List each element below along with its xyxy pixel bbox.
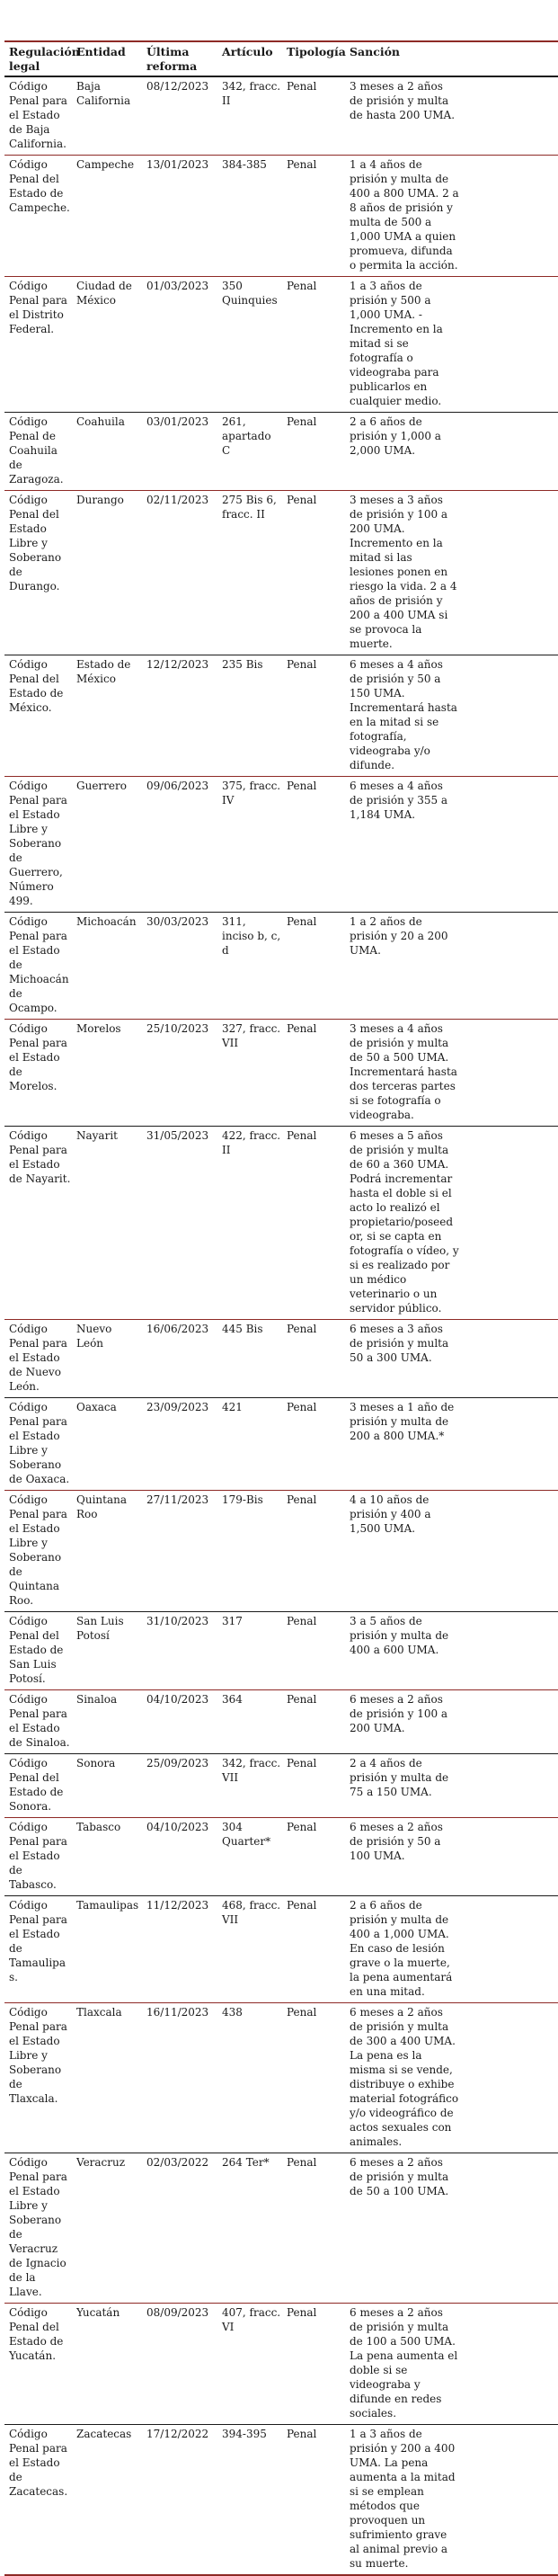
cell-regulacion-legal: Código Penal del Estado de México.	[9, 658, 64, 714]
cell-tipologia: Penal	[287, 1693, 317, 1706]
cell-entidad: Morelos	[76, 1022, 121, 1035]
cell-articulo: 261, apartado C	[222, 415, 271, 457]
cell-ultima-reforma: 30/03/2023	[146, 915, 209, 928]
header-row	[4, 41, 558, 76]
cell-articulo: 235 Bis	[222, 658, 263, 671]
cell-articulo: 468, fracc. VII	[222, 1899, 281, 1926]
cell-tipologia: Penal	[287, 1757, 317, 1769]
cell-entidad: Yucatán	[76, 2306, 120, 2319]
col-header-entidad: Entidad	[76, 45, 126, 58]
cell-ultima-reforma: 09/06/2023	[146, 780, 209, 792]
cell-regulacion-legal: Código Penal para el Estado de Sinaloa.	[9, 1693, 70, 1749]
cell-regulacion-legal: Código Penal para el Distrito Federal.	[9, 280, 67, 335]
cell-regulacion-legal: Código Penal para el Estado de Tabasco.	[9, 1821, 67, 1891]
cell-tipologia: Penal	[287, 1401, 317, 1413]
cell-sancion: 1 a 3 años de prisión y 500 a 1,000 UMA. - Incremento en la mitad si se fotografía o videograba para publicarlos en cualquier medio.	[350, 280, 443, 407]
cell-ultima-reforma: 04/10/2023	[146, 1821, 209, 1833]
cell-tipologia: Penal	[287, 1323, 317, 1335]
cell-articulo: 179-Bis	[222, 1493, 263, 1506]
cell-articulo: 342, fracc. VII	[222, 1757, 281, 1784]
col-header-regulacion-legal: Regulación legal	[9, 45, 80, 73]
cell-ultima-reforma: 04/10/2023	[146, 1693, 209, 1706]
cell-sancion: 2 a 6 años de prisión y 1,000 a 2,000 UMA.	[350, 415, 441, 457]
cell-tipologia: Penal	[287, 658, 317, 671]
cell-entidad: Nayarit	[76, 1129, 118, 1142]
cell-sancion: 6 meses a 2 años de prisión y 50 a 100 UMA.	[350, 1821, 443, 1862]
cell-tipologia: Penal	[287, 1899, 317, 1912]
cell-ultima-reforma: 31/05/2023	[146, 1129, 209, 1142]
cell-sancion: 6 meses a 2 años de prisión y multa de 100 a 500 UMA. La pena aumenta el doble si se videograba y difunde en redes sociales.	[350, 2306, 458, 2420]
cell-regulacion-legal: Código Penal del Estado de Sonora.	[9, 1757, 64, 1813]
cell-ultima-reforma: 17/12/2022	[146, 2428, 209, 2440]
col-header-sancion: Sanción	[350, 45, 400, 58]
cell-articulo: 422, fracc. II	[222, 1129, 281, 1156]
col-header-tipologia: Tipología	[287, 45, 346, 58]
table-row	[4, 1020, 558, 1127]
cell-entidad: Tabasco	[76, 1821, 121, 1833]
cell-entidad: Baja California	[76, 80, 131, 107]
cell-tipologia: Penal	[287, 915, 317, 928]
table-row	[4, 2304, 558, 2425]
table-row	[4, 777, 558, 913]
table-row	[4, 913, 558, 1020]
cell-sancion: 6 meses a 4 años de prisión y 355 a 1,184 UMA.	[350, 780, 448, 821]
table-row	[4, 76, 558, 156]
header-spacer	[465, 41, 558, 76]
row-spacer	[465, 1818, 558, 1896]
row-spacer	[465, 2304, 558, 2425]
table-row	[4, 1612, 558, 1690]
row-spacer	[465, 1398, 558, 1491]
cell-regulacion-legal: Código Penal para el Estado de Michoacán de Ocampo.	[9, 915, 69, 1014]
cell-sancion: 6 meses a 2 años de prisión y 100 a 200 UMA.	[350, 1693, 448, 1734]
cell-entidad: Sonora	[76, 1757, 116, 1769]
table-row	[4, 1127, 558, 1320]
cell-sancion: 3 meses a 1 año de prisión y multa de 200 a 800 UMA.*	[350, 1401, 455, 1442]
cell-sancion: 3 meses a 4 años de prisión y multa de 50 a 500 UMA. Incrementará hasta dos terceras partes si se fotografía o videograba.	[350, 1022, 457, 1121]
cell-regulacion-legal: Código Penal del Estado de San Luis Potosí.	[9, 1615, 64, 1685]
cell-tipologia: Penal	[287, 415, 317, 428]
table-row	[4, 1320, 558, 1398]
cell-tipologia: Penal	[287, 280, 317, 292]
cell-regulacion-legal: Código Penal para el Estado Libre y Soberano de Tlaxcala.	[9, 2006, 67, 2105]
cell-entidad: Tlaxcala	[76, 2006, 122, 2019]
cell-regulacion-legal: Código Penal para el Estado Libre y Soberano de Quintana Roo.	[9, 1493, 67, 1607]
cell-ultima-reforma: 16/06/2023	[146, 1323, 209, 1335]
row-spacer	[465, 491, 558, 655]
table-row	[4, 1754, 558, 1818]
cell-articulo: 445 Bis	[222, 1323, 263, 1335]
table-row	[4, 1491, 558, 1612]
cell-articulo: 407, fracc. VI	[222, 2306, 281, 2333]
cell-regulacion-legal: Código Penal del Estado Libre y Soberano de Durango.	[9, 494, 62, 593]
cell-tipologia: Penal	[287, 1129, 317, 1142]
row-spacer	[465, 655, 558, 777]
cell-entidad: Zacatecas	[76, 2428, 132, 2440]
col-header-articulo: Artículo	[222, 45, 273, 58]
cell-ultima-reforma: 08/09/2023	[146, 2306, 209, 2319]
cell-entidad: Ciudad de México	[76, 280, 132, 307]
table-row	[4, 1690, 558, 1754]
cell-tipologia: Penal	[287, 780, 317, 792]
cell-entidad: Coahuila	[76, 415, 125, 428]
penal-codes-table	[4, 40, 558, 2576]
table-row	[4, 491, 558, 655]
cell-ultima-reforma: 01/03/2023	[146, 280, 209, 292]
cell-tipologia: Penal	[287, 2006, 317, 2019]
row-spacer	[465, 1020, 558, 1127]
cell-entidad: Guerrero	[76, 780, 127, 792]
cell-entidad: Campeche	[76, 158, 135, 171]
cell-ultima-reforma: 31/10/2023	[146, 1615, 209, 1627]
cell-regulacion-legal: Código Penal de Coahuila de Zaragoza.	[9, 415, 64, 486]
row-spacer	[465, 1896, 558, 2003]
cell-articulo: 275 Bis 6, fracc. II	[222, 494, 277, 521]
cell-ultima-reforma: 02/11/2023	[146, 494, 209, 506]
cell-sancion: 3 meses a 2 años de prisión y multa de hasta 200 UMA.	[350, 80, 456, 121]
cell-regulacion-legal: Código Penal para el Estado de Baja California.	[9, 80, 67, 150]
row-spacer	[465, 2153, 558, 2304]
row-spacer	[465, 1127, 558, 1320]
table-row	[4, 2003, 558, 2153]
table-row	[4, 655, 558, 777]
cell-tipologia: Penal	[287, 2428, 317, 2440]
cell-sancion: 3 meses a 3 años de prisión y 100 a 200 UMA. Incremento en la mitad si las lesiones ponen en riesgo la vida. 2 a 4 años de prisión y 200 a 400 UMA si se provoca la muerte.	[350, 494, 457, 650]
row-spacer	[465, 277, 558, 413]
table-row	[4, 277, 558, 413]
cell-sancion: 2 a 4 años de prisión y multa de 75 a 150 UMA.	[350, 1757, 449, 1798]
cell-sancion: 1 a 3 años de prisión y 200 a 400 UMA. La pena aumenta a la mitad si se emplean métodos que provoquen un sufrimiento grave al animal previo a su muerte.	[350, 2428, 456, 2570]
cell-articulo: 304 Quarter*	[222, 1821, 271, 1848]
cell-ultima-reforma: 25/10/2023	[146, 1022, 209, 1035]
cell-tipologia: Penal	[287, 80, 317, 93]
row-spacer	[465, 1690, 558, 1754]
cell-ultima-reforma: 27/11/2023	[146, 1493, 209, 1506]
cell-tipologia: Penal	[287, 1821, 317, 1833]
cell-regulacion-legal: Código Penal para el Estado de Morelos.	[9, 1022, 67, 1092]
row-spacer	[465, 1320, 558, 1398]
row-spacer	[465, 156, 558, 277]
table-body	[4, 76, 558, 2575]
cell-articulo: 364	[222, 1693, 243, 1706]
row-spacer	[465, 913, 558, 1020]
cell-articulo: 342, fracc. II	[222, 80, 281, 107]
cell-sancion: 3 a 5 años de prisión y multa de 400 a 600 UMA.	[350, 1615, 449, 1656]
cell-sancion: 6 meses a 4 años de prisión y 50 a 150 UMA. Incrementará hasta en la mitad si se fotografía, videograba y/o difunde.	[350, 658, 457, 771]
cell-regulacion-legal: Código Penal del Estado de Campeche.	[9, 158, 70, 214]
cell-regulacion-legal: Código Penal para el Estado de Nayarit.	[9, 1129, 71, 1185]
row-spacer	[465, 2425, 558, 2576]
cell-articulo: 394-395	[222, 2428, 267, 2440]
cell-tipologia: Penal	[287, 2156, 317, 2169]
cell-tipologia: Penal	[287, 494, 317, 506]
row-spacer	[465, 413, 558, 491]
cell-regulacion-legal: Código Penal para el Estado de Zacatecas.	[9, 2428, 68, 2498]
cell-entidad: Tamaulipas	[76, 1899, 139, 1912]
cell-sancion: 2 a 6 años de prisión y multa de 400 a 1,000 UMA. En caso de lesión grave o la muerte, la pena aumentará en una mitad.	[350, 1899, 453, 1998]
table-row	[4, 2425, 558, 2576]
cell-ultima-reforma: 12/12/2023	[146, 658, 209, 671]
cell-articulo: 438	[222, 2006, 243, 2019]
cell-sancion: 4 a 10 años de prisión y 400 a 1,500 UMA.	[350, 1493, 431, 1535]
table-row	[4, 1818, 558, 1896]
table-row	[4, 156, 558, 277]
cell-ultima-reforma: 25/09/2023	[146, 1757, 209, 1769]
row-spacer	[465, 76, 558, 156]
table-row	[4, 1398, 558, 1491]
cell-regulacion-legal: Código Penal para el Estado Libre y Soberano de Veracruz de Ignacio de la Llave.	[9, 2156, 67, 2298]
cell-sancion: 1 a 4 años de prisión y multa de 400 a 800 UMA. 2 a 8 años de prisión y multa de 500 a 1,000 UMA a quien promueva, difunda o permita la acción.	[350, 158, 459, 272]
table-row	[4, 1896, 558, 2003]
row-spacer	[465, 1612, 558, 1690]
cell-articulo: 375, fracc. IV	[222, 780, 281, 807]
row-spacer	[465, 777, 558, 913]
cell-articulo: 421	[222, 1401, 243, 1413]
cell-sancion: 1 a 2 años de prisión y 20 a 200 UMA.	[350, 915, 448, 957]
row-spacer	[465, 1754, 558, 1818]
cell-articulo: 311, inciso b, c, d	[222, 915, 281, 957]
cell-tipologia: Penal	[287, 1493, 317, 1506]
cell-entidad: Veracruz	[76, 2156, 126, 2169]
cell-tipologia: Penal	[287, 158, 317, 171]
row-spacer	[465, 1491, 558, 1612]
cell-sancion: 6 meses a 5 años de prisión y multa de 60 a 360 UMA. Podrá incrementar hasta el doble si el acto lo realizó el propietario/poseedor, si se capta en fotografía o vídeo, y si es realizado por un médico veterinario o un servidor público.	[350, 1129, 459, 1315]
cell-entidad: Sinaloa	[76, 1693, 118, 1706]
cell-ultima-reforma: 13/01/2023	[146, 158, 209, 171]
cell-sancion: 6 meses a 2 años de prisión y multa de 300 a 400 UMA. La pena es la misma si se vende, distribuye o exhibe material fotográfico y/o videográfico de actos sexuales con animales.	[350, 2006, 459, 2148]
cell-entidad: Quintana Roo	[76, 1493, 127, 1520]
cell-sancion: 6 meses a 2 años de prisión y multa de 50 a 100 UMA.	[350, 2156, 449, 2197]
cell-articulo: 264 Ter*	[222, 2156, 270, 2169]
cell-entidad: Durango	[76, 494, 124, 506]
row-spacer	[465, 2003, 558, 2153]
table-row	[4, 2153, 558, 2304]
table-row	[4, 413, 558, 491]
cell-sancion: 6 meses a 3 años de prisión y multa 50 a 300 UMA.	[350, 1323, 449, 1364]
cell-ultima-reforma: 23/09/2023	[146, 1401, 209, 1413]
cell-entidad: Oaxaca	[76, 1401, 117, 1413]
table-header	[4, 41, 558, 76]
cell-regulacion-legal: Código Penal para el Estado Libre y Soberano de Guerrero, Número 499.	[9, 780, 67, 907]
cell-tipologia: Penal	[287, 1022, 317, 1035]
cell-entidad: Michoacán	[76, 915, 137, 928]
cell-entidad: San Luis Potosí	[76, 1615, 124, 1642]
cell-ultima-reforma: 08/12/2023	[146, 80, 209, 93]
cell-articulo: 384-385	[222, 158, 267, 171]
cell-regulacion-legal: Código Penal para el Estado de Tamaulipas.	[9, 1899, 67, 1983]
cell-ultima-reforma: 02/03/2022	[146, 2156, 209, 2169]
cell-articulo: 350 Quinquies	[222, 280, 278, 307]
col-header-ultima-reforma: Última reforma	[146, 45, 198, 73]
cell-regulacion-legal: Código Penal del Estado de Yucatán.	[9, 2306, 64, 2362]
cell-tipologia: Penal	[287, 1615, 317, 1627]
cell-ultima-reforma: 11/12/2023	[146, 1899, 209, 1912]
cell-entidad: Estado de México	[76, 658, 131, 685]
cell-entidad: Nuevo León	[76, 1323, 112, 1350]
cell-regulacion-legal: Código Penal para el Estado Libre y Soberano de Oaxaca.	[9, 1401, 70, 1485]
cell-articulo: 317	[222, 1615, 243, 1627]
cell-articulo: 327, fracc. VII	[222, 1022, 281, 1049]
cell-ultima-reforma: 03/01/2023	[146, 415, 209, 428]
cell-ultima-reforma: 16/11/2023	[146, 2006, 209, 2019]
cell-tipologia: Penal	[287, 2306, 317, 2319]
cell-regulacion-legal: Código Penal para el Estado de Nuevo León.	[9, 1323, 67, 1393]
